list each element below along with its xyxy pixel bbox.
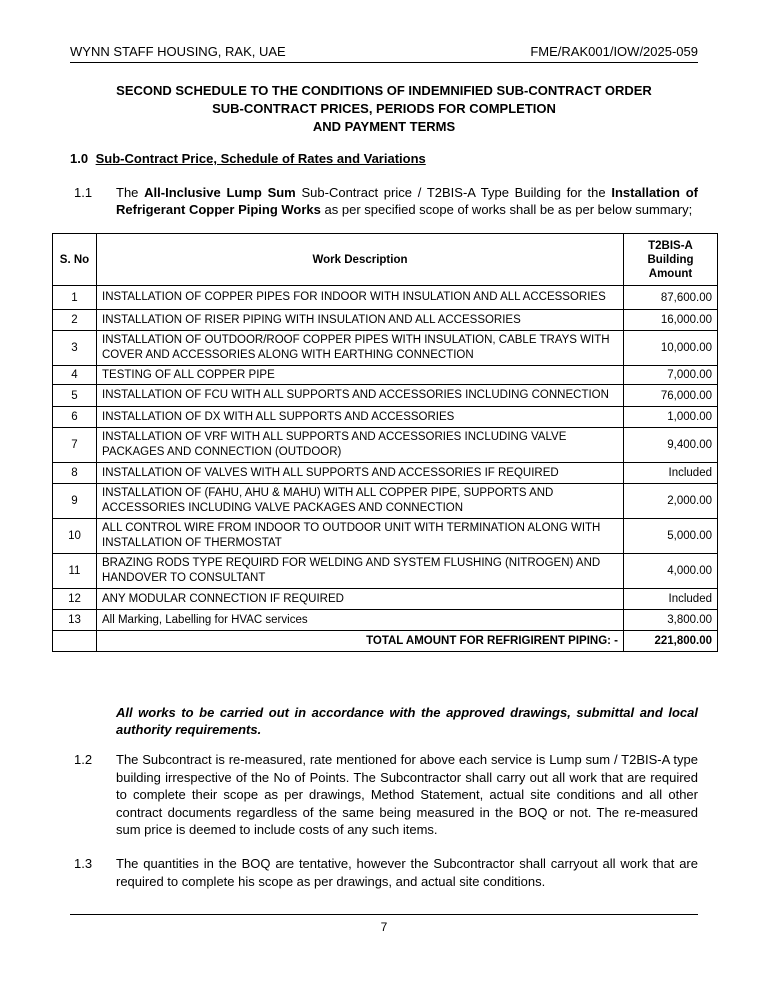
section-title: Sub-Contract Price, Schedule of Rates and Variations	[95, 151, 426, 166]
table-row	[53, 484, 718, 519]
table-row	[53, 366, 718, 385]
row-amount: 1,000.00	[624, 407, 718, 428]
table-row	[53, 286, 718, 310]
page-header	[70, 42, 698, 63]
total-label: TOTAL AMOUNT FOR REFRIGIRENT PIPING: -	[97, 631, 624, 652]
header-project-name: WYNN STAFF HOUSING, RAK, UAE	[70, 44, 286, 59]
row-serial-number: 12	[53, 589, 97, 610]
row-work-description: ANY MODULAR CONNECTION IF REQUIRED	[97, 589, 624, 610]
row-work-description: INSTALLATION OF COPPER PIPES FOR INDOOR WITH INSULATION AND ALL ACCESSORIES	[97, 286, 624, 310]
section-heading	[70, 151, 426, 166]
row-serial-number: 1	[53, 286, 97, 310]
total-row-spacer	[53, 631, 97, 652]
section-number: 1.0	[70, 151, 89, 166]
row-amount: 76,000.00	[624, 385, 718, 407]
title-line-2: SUB-CONTRACT PRICES, PERIODS FOR COMPLETION	[212, 101, 556, 116]
clause-text: The Subcontract is re-measured, rate mentioned for above each service is Lump sum / T2BIS-A type building irrespective of the No of Points. The Subcontractor shall carry out all work that are required to complete their scope as per drawings, Method Statement, actual site conditions and all other contract documents regardless of the same being measured in the BOQ or not. The re-measured sum price is deemed to include costs of any such items.	[116, 752, 698, 837]
table-row	[53, 519, 718, 554]
row-serial-number: 8	[53, 463, 97, 484]
row-amount: 9,400.00	[624, 428, 718, 463]
row-serial-number: 10	[53, 519, 97, 554]
header-serial-number: S. No	[53, 234, 97, 286]
row-serial-number: 2	[53, 310, 97, 331]
clause-text-bold: Installation of Refrigerant Copper Piping Works	[116, 185, 698, 217]
table-row	[53, 428, 718, 463]
header-amount-line: Building	[647, 253, 694, 266]
row-work-description: INSTALLATION OF VALVES WITH ALL SUPPORTS AND ACCESSORIES IF REQUIRED	[97, 463, 624, 484]
row-serial-number: 9	[53, 484, 97, 519]
row-serial-number: 13	[53, 610, 97, 631]
table-row	[53, 310, 718, 331]
row-amount: 5,000.00	[624, 519, 718, 554]
header-amount	[624, 234, 718, 286]
total-row	[53, 631, 718, 652]
table-row	[53, 385, 718, 407]
row-work-description: INSTALLATION OF VRF WITH ALL SUPPORTS AND ACCESSORIES INCLUDING VALVE PACKAGES AND CONNECTION (OUTDOOR)	[97, 428, 624, 463]
row-work-description: INSTALLATION OF DX WITH ALL SUPPORTS AND ACCESSORIES	[97, 407, 624, 428]
clause-1-3	[70, 855, 698, 890]
row-work-description: INSTALLATION OF FCU WITH ALL SUPPORTS AND ACCESSORIES INCLUDING CONNECTION	[97, 385, 624, 407]
row-amount: Included	[624, 589, 718, 610]
row-amount: Included	[624, 463, 718, 484]
table-body	[53, 286, 718, 631]
row-amount: 16,000.00	[624, 310, 718, 331]
row-work-description: INSTALLATION OF RISER PIPING WITH INSULATION AND ALL ACCESSORIES	[97, 310, 624, 331]
row-serial-number: 5	[53, 385, 97, 407]
row-amount: 4,000.00	[624, 554, 718, 589]
clause-number: 1.1	[74, 185, 93, 200]
table-row	[53, 610, 718, 631]
clause-number: 1.2	[74, 752, 93, 767]
total-amount: 221,800.00	[624, 631, 718, 652]
clause-text-part: as per specified scope of works shall be as per below summary;	[320, 202, 693, 217]
schedule-title	[70, 82, 698, 136]
row-serial-number: 7	[53, 428, 97, 463]
clause-text-bold: All-Inclusive Lump Sum	[144, 185, 296, 200]
row-amount: 87,600.00	[624, 286, 718, 310]
row-amount: 2,000.00	[624, 484, 718, 519]
row-work-description: All Marking, Labelling for HVAC services	[97, 610, 624, 631]
row-amount: 10,000.00	[624, 331, 718, 366]
row-work-description: BRAZING RODS TYPE REQUIRD FOR WELDING AND SYSTEM FLUSHING (NITROGEN) AND HANDOVER TO CONSULTANT	[97, 554, 624, 589]
title-line-1: SECOND SCHEDULE TO THE CONDITIONS OF INDEMNIFIED SUB-CONTRACT ORDER	[116, 83, 652, 98]
clause-text-part: The	[116, 185, 145, 200]
price-schedule-table	[52, 233, 718, 652]
row-amount: 7,000.00	[624, 366, 718, 385]
header-amount-line: Amount	[648, 267, 693, 280]
compliance-note: All works to be carried out in accordance with the approved drawings, submittal and local authority requirements.	[116, 705, 698, 737]
footer-divider	[70, 914, 698, 915]
header-amount-line: T2BIS-A	[648, 239, 693, 252]
row-work-description: INSTALLATION OF (FAHU, AHU & MAHU) WITH ALL COPPER PIPE, SUPPORTS AND ACCESSORIES INCLUDING VALVE PACKAGES AND CONNECTION	[97, 484, 624, 519]
table-row	[53, 463, 718, 484]
header-work-description: Work Description	[97, 234, 624, 286]
table-row	[53, 554, 718, 589]
row-serial-number: 11	[53, 554, 97, 589]
row-serial-number: 4	[53, 366, 97, 385]
row-work-description: TESTING OF ALL COPPER PIPE	[97, 366, 624, 385]
row-work-description: ALL CONTROL WIRE FROM INDOOR TO OUTDOOR UNIT WITH TERMINATION ALONG WITH INSTALLATION OF THERMOSTAT	[97, 519, 624, 554]
clause-number: 1.3	[74, 856, 93, 871]
row-amount: 3,800.00	[624, 610, 718, 631]
clause-1-2	[70, 751, 698, 839]
row-work-description: INSTALLATION OF OUTDOOR/ROOF COPPER PIPES WITH INSULATION, CABLE TRAYS WITH COVER AND ACCESSORIES ALONG WITH EARTHING CONNECTION	[97, 331, 624, 366]
clause-text	[116, 184, 698, 218]
title-line-3: AND PAYMENT TERMS	[312, 119, 456, 134]
table-row	[53, 589, 718, 610]
clause-text: The quantities in the BOQ are tentative, however the Subcontractor shall carryout all work that are required to complete his scope as per drawings, and actual site conditions.	[116, 856, 698, 889]
clause-1-1	[70, 184, 698, 218]
clause-text-part: Sub-Contract price / T2BIS-A Type Building for the	[295, 185, 612, 200]
table-row	[53, 407, 718, 428]
table-row	[53, 331, 718, 366]
table-header-row	[53, 234, 718, 286]
page-number: 7	[380, 920, 388, 934]
header-document-reference: FME/RAK001/IOW/2025-059	[530, 44, 698, 59]
row-serial-number: 3	[53, 331, 97, 366]
row-serial-number: 6	[53, 407, 97, 428]
